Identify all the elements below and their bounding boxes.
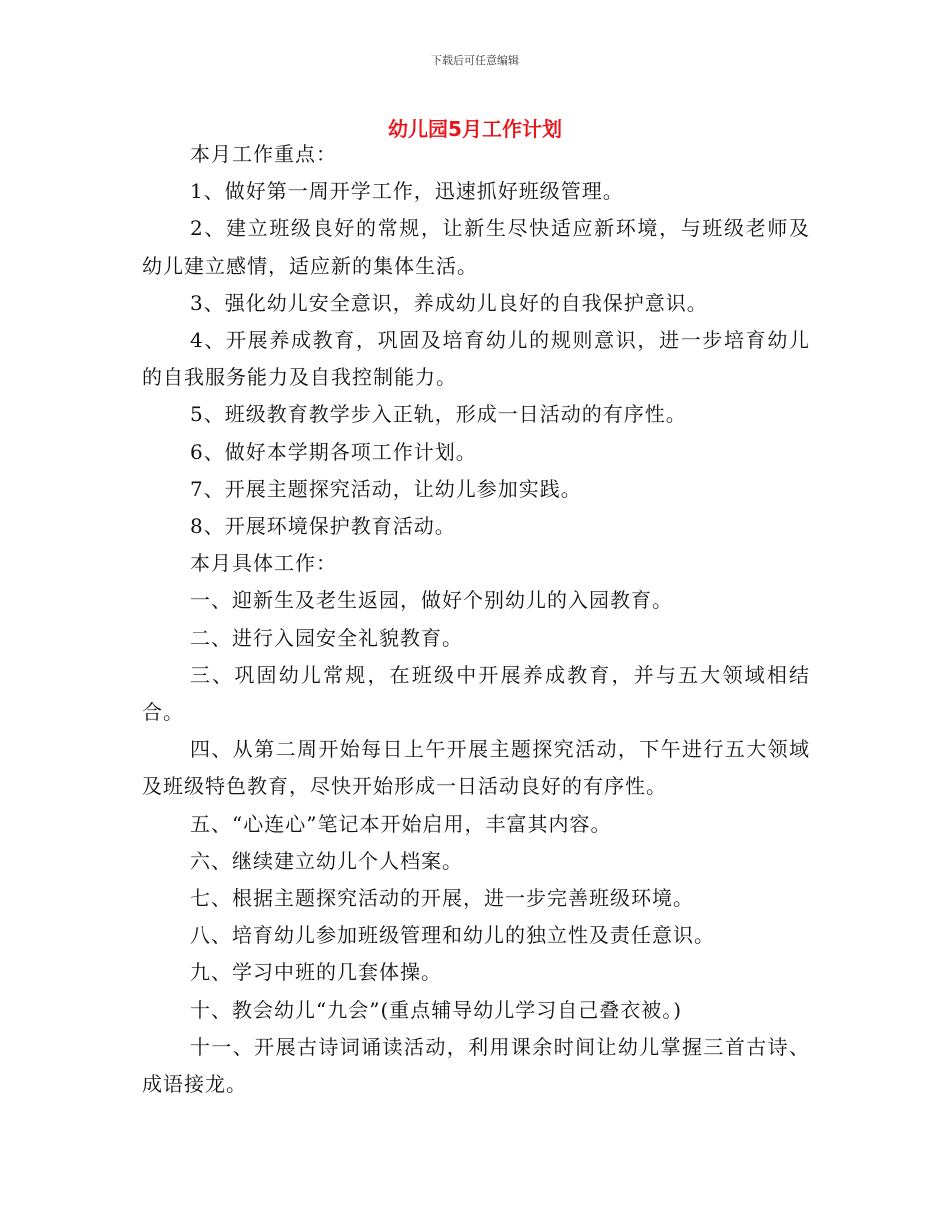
list-item: 五、“心连心”笔记本开始启用，丰富其内容。	[190, 811, 612, 836]
header-note: 下载后可任意编辑	[431, 54, 519, 67]
list-item: 1、做好第一周开学工作，迅速抓好班级管理。	[190, 179, 624, 204]
list-item: 九、学习中班的几套体操。	[190, 960, 442, 985]
list-item: 二、进行入园安全礼貌教育。	[190, 625, 463, 650]
section-heading: 本月工作重点：	[190, 142, 337, 166]
list-item: 六、继续建立幼儿个人档案。	[190, 848, 463, 873]
list-item: 6、做好本学期各项工作计划。	[190, 439, 477, 464]
list-item: 2、建立班级良好的常规，让新生尽快适应新环境，与班级老师及幼儿建立感情，适应新的集体生活。	[142, 216, 810, 278]
list-item: 8、开展环境保护教育活动。	[190, 514, 456, 539]
list-item: 十、教会幼儿“九会”(重点辅导幼儿学习自己叠衣被。)	[190, 997, 683, 1022]
section-heading: 本月具体工作：	[190, 551, 337, 576]
list-item: 3、强化幼儿安全意识，养成幼儿良好的自我保护意识。	[190, 290, 708, 315]
document-title: 幼儿园5月工作计划	[388, 117, 562, 141]
list-item: 四、从第二周开始每日上午开展主题探究活动，下午进行五大领域及班级特色教育，尽快开始形成一日活动良好的有序性。	[142, 737, 810, 799]
document-body	[142, 136, 810, 1103]
list-item: 十一、开展古诗词诵读活动，利用课余时间让幼儿掌握三首古诗、成语接龙。	[142, 1034, 810, 1097]
list-item: 5、班级教育教学步入正轨，形成一日活动的有序性。	[190, 402, 687, 427]
list-item: 4、开展养成教育，巩固及培育幼儿的规则意识，进一步培育幼儿的自我服务能力及自我控制能力。	[142, 328, 810, 390]
list-item: 七、根据主题探究活动的开展，进一步完善班级环境。	[190, 886, 694, 911]
list-item: 7、开展主题探究活动，让幼儿参加实践。	[190, 476, 582, 501]
list-item: 八、培育幼儿参加班级管理和幼儿的独立性及责任意识。	[190, 923, 715, 948]
list-item: 一、迎新生及老生返园，做好个别幼儿的入园教育。	[190, 588, 673, 613]
list-item: 三、巩固幼儿常规，在班级中开展养成教育，并与五大领域相结合。	[142, 662, 810, 725]
